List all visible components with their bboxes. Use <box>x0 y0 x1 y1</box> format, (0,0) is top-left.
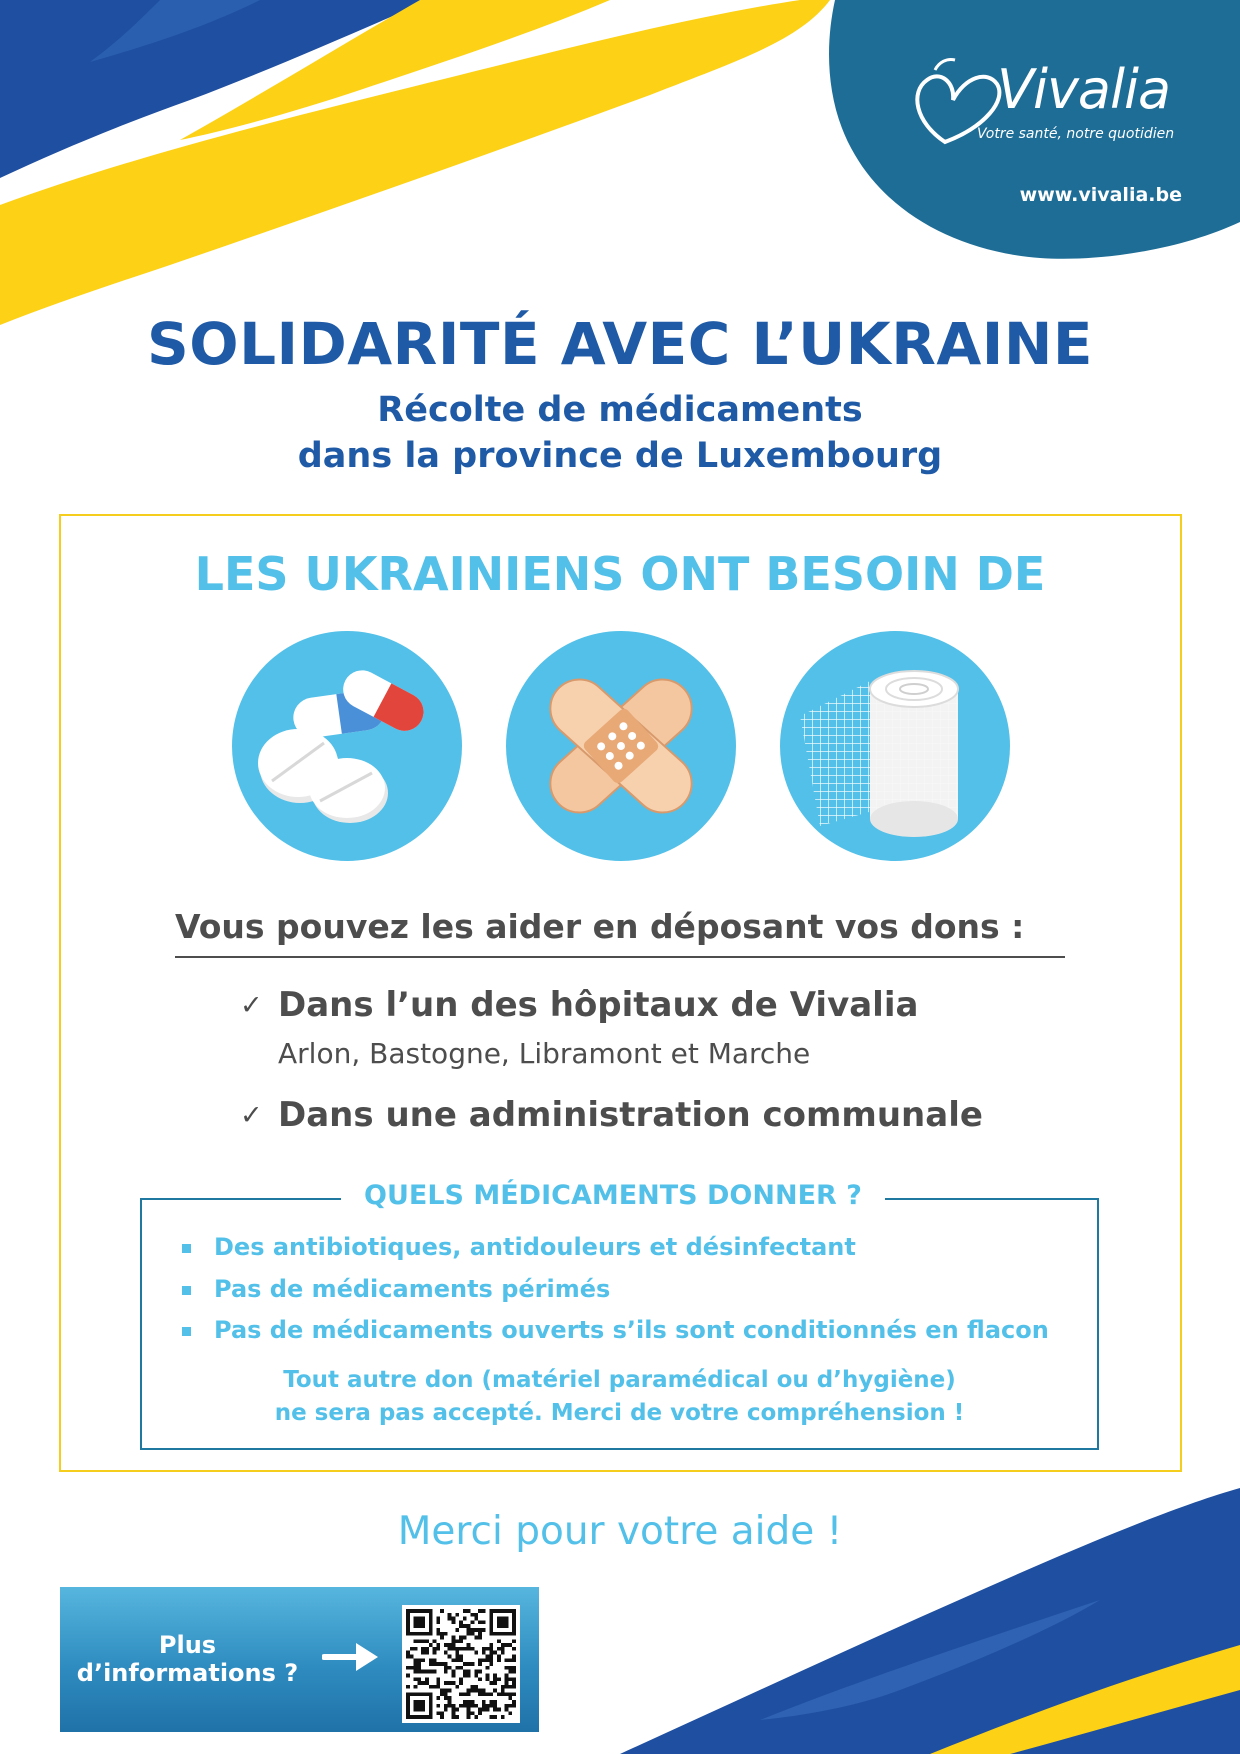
vivalia-logo <box>905 52 1185 152</box>
needs-heading: LES UKRAINIENS ONT BESOIN DE <box>194 547 1046 601</box>
more-info-label <box>60 1631 315 1687</box>
bandage-icon <box>506 631 736 861</box>
more-info-line-1: Plus <box>158 1631 217 1659</box>
brand-name: Vivalia <box>997 58 1171 121</box>
medication-item: Pas de médicaments ouverts s’ils sont conditionnés en flacon <box>214 1316 1049 1344</box>
gauze-roll-icon <box>780 631 1010 861</box>
checkmark-icon: ✓ <box>240 1100 263 1131</box>
help-underline <box>175 956 1065 958</box>
subtitle-line-1: Récolte de médicaments <box>377 390 863 430</box>
bullet-icon <box>182 1244 191 1253</box>
subtitle-line-2: dans la province de Luxembourg <box>297 436 943 476</box>
qr-code-icon <box>406 1609 516 1719</box>
medication-item: Des antibiotiques, antidouleurs et désinfectant <box>214 1233 856 1261</box>
bullet-icon <box>182 1327 191 1336</box>
medications-heading: QUELS MÉDICAMENTS DONNER ? <box>341 1180 885 1211</box>
website-link[interactable]: www.vivalia.be <box>1019 184 1182 206</box>
option-hospitals-detail: Arlon, Bastogne, Libramont et Marche <box>278 1037 811 1070</box>
bullet-icon <box>182 1286 191 1295</box>
thanks-message: Merci pour votre aide ! <box>397 1509 843 1554</box>
qr-code[interactable] <box>402 1605 520 1723</box>
pills-icon <box>232 631 462 861</box>
arrow-right-icon <box>322 1639 382 1675</box>
checkmark-icon: ✓ <box>240 990 263 1021</box>
more-info-banner[interactable] <box>60 1587 539 1732</box>
option-hospitals: Dans l’un des hôpitaux de Vivalia <box>278 985 919 1025</box>
page-title: SOLIDARITÉ AVEC L’UKRAINE <box>147 310 1093 378</box>
donation-note-line-2: ne sera pas accepté. Merci de votre compréhension ! <box>274 1400 965 1426</box>
option-municipal-administration: Dans une administration communale <box>278 1095 983 1135</box>
medication-item: Pas de médicaments périmés <box>214 1275 611 1303</box>
help-intro: Vous pouvez les aider en déposant vos dons : <box>175 907 1025 946</box>
brand-tagline: Votre santé, notre quotidien <box>977 126 1175 142</box>
page-subtitle <box>0 387 1240 479</box>
more-info-line-2: d’informations ? <box>76 1659 299 1687</box>
donation-note-line-1: Tout autre don (matériel paramédical ou d’hygiène) <box>283 1367 956 1393</box>
